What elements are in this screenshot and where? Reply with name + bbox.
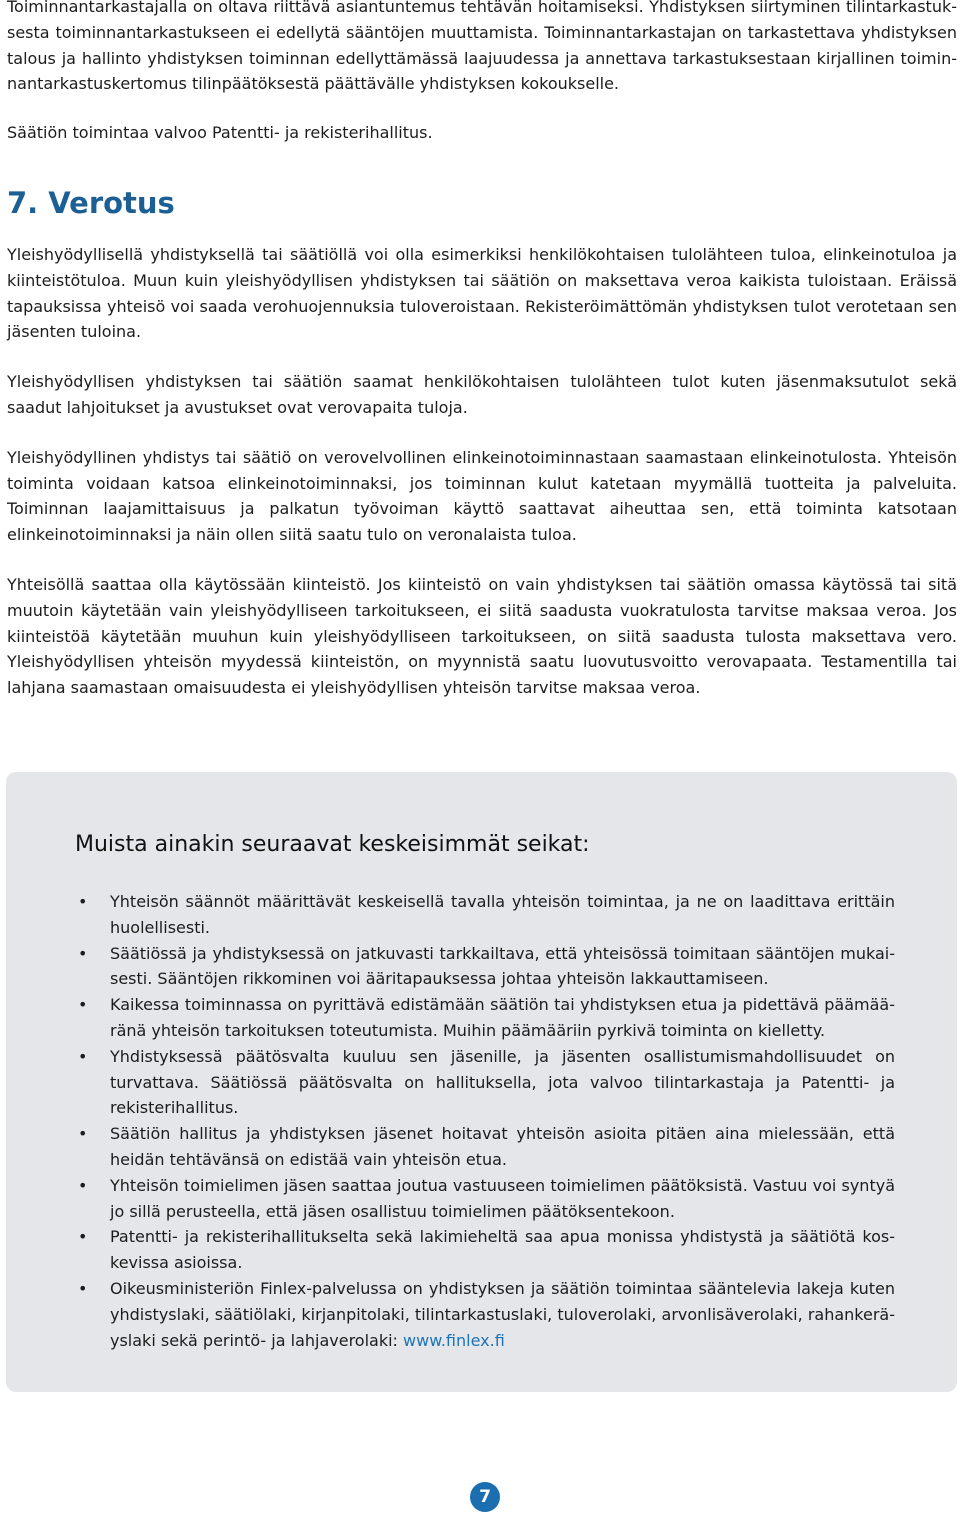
list-item xyxy=(75,1044,895,1121)
list-item-text: Säätiön hallitus ja yhdistyksen jäsenet hoitavat yhteisön asioita pitäen aina mielessään, että heidän tehtävänsä on edistää vain yhteisön etua. xyxy=(110,1124,895,1169)
bullet-icon: • xyxy=(78,995,88,1015)
bullet-icon: • xyxy=(78,1278,88,1298)
list-item xyxy=(75,889,895,941)
list-item-text: Yhteisön säännöt määrittävät keskeisellä tavalla yhteisön toimintaa, ja ne on laadittava erittäin huolellisesti. xyxy=(110,892,895,937)
finlex-link[interactable]: www.finlex.fi xyxy=(403,1330,505,1350)
list-item-text: Oikeusministeriön Finlex-palvelussa on yhdistyksen ja säätiön toimintaa sääntelevia lakeja kuten yhdistyslaki, säätiölaki, kirjanpitolaki, tilintarkastuslaki, tuloverolaki, arvonlisäverolaki, rahankeräyslaki sekä perintö- ja lahjaverolaki: xyxy=(110,1278,895,1350)
bullet-icon: • xyxy=(78,1175,88,1195)
summary-heading: Muista ainakin seuraavat keskeisimmät seikat: xyxy=(75,832,590,857)
list-item xyxy=(75,941,895,993)
list-item xyxy=(75,1224,895,1276)
list-item-text: Yhteisön toimielimen jäsen saattaa joutua vastuuseen toimielimen päätöksistä. Vastuu voi syntyä jo sillä perusteella, että jäsen osallistuu toimielimen päätöksentekoon. xyxy=(110,1175,895,1221)
list-item xyxy=(75,992,895,1044)
summary-box xyxy=(6,772,957,1392)
tax-paragraph-1: Yleishyödyllisellä yhdistyksellä tai säätiöllä voi olla esimerkiksi henkilökohtaisen tulolähteen tuloa, elinkeinotuloa ja kiinteistötuloa. Muun kuin yleishyödyllisen yhdistyksen tai säätiön on maksettava veroa kaikista tuloistaan. Eräissä tapauksissa yhteisö voi saada verohuojennuksia tuloveroistaan. Rekisteröimättömän yhdistyksen tulot verotetaan sen jäsenten tuloina. xyxy=(7,245,957,342)
intro-paragraph: Toiminnantarkastajalla on oltava riittävä asiantuntemus tehtävän hoitamiseksi. Yhdistyksen siirtyminen tilintarkastuksesta toiminnantarkastukseen ei edellytä sääntöjen muuttamista. Toiminnantarkastajan on tarkastettava yhdistyksen talous ja hallinto yhdistyksen toiminnan edellyttämässä laajuudessa ja annettava tarkastuksestaan kirjallinen toiminnantarkastuskertomus tilinpäätöksestä päättävälle yhdistyksen kokoukselle. xyxy=(7,0,957,94)
list-item-text: Säätiössä ja yhdistyksessä on jatkuvasti tarkkailtava, että yhteisössä toimitaan sääntöjen mukaisesti. Sääntöjen rikkominen voi ääritapauksessa johtaa yhteisön lakkauttamiseen. xyxy=(110,943,895,989)
section-heading: 7. Verotus xyxy=(7,186,175,220)
bullet-icon: • xyxy=(78,1124,88,1144)
list-item-text: Yhdistyksessä päätösvalta kuuluu sen jäsenille, ja jäsenten osallistumismahdollisuudet on turvattava. Säätiössä päätösvalta on hallituksella, jota valvoo tilintarkastaja ja Patentti- ja rekisterihallitus. xyxy=(110,1046,895,1118)
bullet-icon: • xyxy=(78,1046,88,1066)
bullet-icon: • xyxy=(78,892,88,911)
page-content xyxy=(7,0,957,146)
bullet-icon: • xyxy=(78,943,88,963)
summary-list xyxy=(75,889,895,1353)
supervision-paragraph: Säätiön toimintaa valvoo Patentti- ja rekisterihallitus. xyxy=(7,123,433,143)
list-item xyxy=(75,1173,895,1225)
tax-paragraph-4: Yhteisöllä saattaa olla käytössään kiinteistö. Jos kiinteistö on vain yhdistyksen tai säätiön omassa käytössä tai sitä muutoin käytetään vain yleishyödylliseen tarkoitukseen, ei siitä saadusta vuokratulosta tarvitse maksaa veroa. Jos kiinteistöä käytetään muuhun kuin yleishyödylliseen tarkoitukseen, on siitä saadusta tulosta maksettava vero. Yleishyödyllisen yhteisön myydessä kiinteistön, on myynnistä saatu luovutusvoitto verovapaata. Testamentilla tai lahjana saamastaan omaisuudesta ei yleishyödyllisen yhteisön tarvitse maksaa veroa. xyxy=(7,574,957,698)
list-item xyxy=(75,1121,895,1173)
tax-paragraph-2: Yleishyödyllisen yhdistyksen tai säätiön saamat henkilökohtaisen tulolähteen tulot kuten jäsenmaksutulot sekä saadut lahjoitukset ja avustukset ovat verovapaita tuloja. xyxy=(7,372,957,417)
bullet-icon: • xyxy=(78,1227,88,1247)
list-item-text: Patentti- ja rekisterihallitukselta sekä lakimieheltä saa apua monissa yhdistystä ja säätiötä koskevissa asioissa. xyxy=(110,1227,895,1273)
page-number-badge: 7 xyxy=(470,1482,500,1512)
tax-paragraph-3: Yleishyödyllinen yhdistys tai säätiö on verovelvollinen elinkeinotoiminnastaan saamastaan elinkeinotulosta. Yhteisön toiminta voidaan katsoa elinkeinotoiminnaksi, jos toiminnan kulut katetaan myymällä tuotteita ja palveluita. Toiminnan laajamittaisuus ja palkatun työvoiman käyttö saattavat aiheuttaa sen, että toiminta katsotaan elinkeinotoiminnaksi ja näin ollen siitä saatu tulo on veronalaista tuloa. xyxy=(7,447,957,545)
section-body xyxy=(7,242,957,701)
list-item xyxy=(75,1276,895,1353)
list-item-text: Kaikessa toiminnassa on pyrittävä edistämään säätiön tai yhdistyksen etua ja pidettävä päämääränä yhteisön tarkoituksen toteutumista. Muihin päämääriin pyrkivä toiminta on kielletty. xyxy=(110,995,895,1040)
